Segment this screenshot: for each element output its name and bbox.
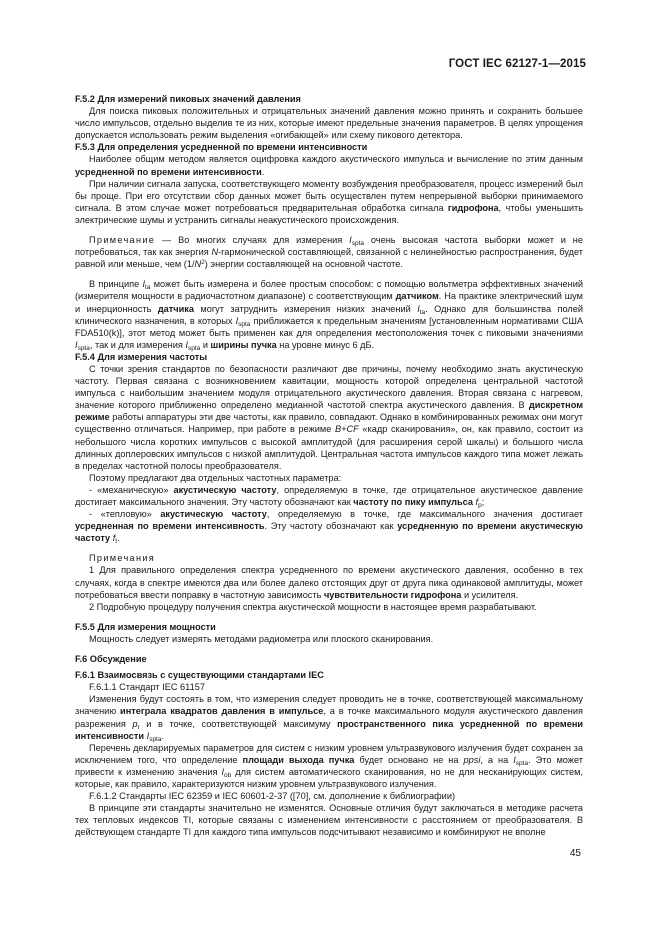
- text-run: очень высокая частота выборки может и не потребоваться, так как энергия: [75, 235, 583, 258]
- text-run: и в точке, соответствующей максимуму: [139, 718, 338, 729]
- paragraph: [75, 363, 583, 472]
- text-run: -гармонической составляющей, связанной с нелинейностью распространения, будет равной или меньше, чем (1/: [75, 247, 583, 270]
- subheading: [75, 681, 583, 693]
- text-run: t: [115, 538, 118, 546]
- text-run: Для поиска пиковых положительных и отрицательных значений давления можно принять и сохранить большее число импульсов, отдельно выделив те из них, которые имеют предельные значения параметров. В целях упрощения допускается использовать режим выделения «огибающей» или схему пикового детектора.: [75, 106, 583, 141]
- note-item: [75, 601, 583, 613]
- text-run: ширины пучка: [210, 339, 277, 350]
- text-run: усредненная по времени интенсивность: [75, 521, 265, 532]
- text-run: приближается к предельным значениям [установленным нормативами США FDA510(k)], этот метод может быть применен как для определения местоположения точек с пиковыми значениями: [75, 315, 583, 338]
- text-run: ta: [419, 308, 426, 316]
- text-run: акустическую частоту: [173, 484, 277, 495]
- text-run: ob: [224, 771, 232, 779]
- text-run: «кадр сканирования», он, как правило, состоит из небольшого числа коротких импульсов с высокой амплитудой (для расширения серой шкалы) и большого числа длинных доплеровских импульсов с низкой амплитудой. Центральная частота импульсов каждого типа может лежать в пределах частотной полосы преобразователя.: [75, 424, 583, 471]
- notes-heading: [75, 552, 583, 564]
- text-run: - «тепловую»: [89, 509, 161, 520]
- text-run: F.6.1 Взаимосвязь с существующими стандартами IEC: [75, 670, 324, 681]
- text-run: spta: [149, 735, 162, 743]
- text-run: гидрофона: [447, 202, 499, 213]
- paragraph: [75, 105, 583, 141]
- list-item: [75, 484, 583, 508]
- text-run: датчика: [157, 303, 194, 314]
- text-run: ppsi: [463, 754, 481, 765]
- text-run: усредненной по времени интенсивности: [75, 166, 262, 177]
- text-run: Поэтому предлагают два отдельных частотных параметра:: [89, 472, 342, 483]
- text-run: С точки зрения стандартов по безопасности различают две причины, почему необходимо знать акустическую частоту. Первая связана с возникновением кавитации, мощность которой определена центральной частотой импульса с наибольшим значением модуля отрицательного акустического давления. Вторая связана с нагревом, значение которого приближенно определено медианной частотой спектра акустического давления. В: [75, 363, 583, 411]
- paragraph: [75, 802, 583, 838]
- text-run: Примечания: [89, 553, 156, 564]
- text-run: и: [200, 339, 211, 350]
- text-run: r: [137, 723, 140, 731]
- text-run: . Эту частоту обозначают как: [264, 521, 398, 532]
- paragraph: [75, 178, 583, 226]
- text-run: 1 Для правильного определения спектра усредненного по времени акустического давления, особенно в тех случаях, когда в спектре имеются два или более далеко отстоящих друг от друга пика одинаковой амплитуды, может потребоваться ввести поправку в частотную зависимость: [75, 565, 583, 600]
- text-run: - «механическую»: [89, 484, 174, 495]
- text-run: spta: [515, 759, 529, 767]
- text-run: пространственного пика усредненной по времени интенсивности: [75, 718, 584, 741]
- text-run: дискретном режиме: [75, 400, 583, 423]
- text-run: N: [194, 259, 202, 270]
- text-run: spta: [187, 344, 201, 352]
- text-run: . На практике электрический шум и инерционность: [75, 291, 583, 314]
- text-run: , чтобы уменьшить электрические шумы и устранить сигналы неакустического происхождения.: [75, 202, 583, 225]
- text-run: I: [513, 754, 516, 765]
- text-run: интеграла квадратов давления в импульсе: [120, 706, 324, 717]
- text-run: , а на: [480, 754, 514, 765]
- text-run: 2: [201, 259, 205, 267]
- text-run: I: [417, 303, 420, 314]
- text-run: I: [75, 339, 78, 350]
- text-run: Изменения будут состоять в том, что измерения следует проводить не в точке, соответствующей максимальному значению: [75, 694, 583, 717]
- text-run: F.5.4 Для измерения частоты: [75, 351, 208, 362]
- text-run: F.5.2 Для измерений пиковых значений давления: [75, 94, 301, 104]
- document-header: ГОСТ IEC 62127-1—2015: [448, 58, 586, 70]
- text-run: spta: [351, 240, 365, 248]
- text-run: может быть измерена и более простым способом: с помощью вольтметра эффективных значений (измерителя мощности в радиочастотном диапазоне) с соответствующим: [75, 279, 583, 302]
- text-run: F.5.3 Для определения усредненной по времени интенсивности: [75, 142, 368, 153]
- paragraph: [75, 278, 583, 351]
- text-run: p: [132, 718, 138, 729]
- text-run: датчиком: [395, 291, 439, 302]
- note: [75, 234, 583, 270]
- text-run: ;: [481, 497, 485, 507]
- text-run: , определяемую в точке, где максимального значения достигает: [266, 509, 583, 520]
- text-run: и усилителя.: [461, 589, 519, 600]
- subheading: [75, 790, 583, 802]
- text-run: F.6.1.1 Стандарт IEC 61157: [89, 682, 205, 693]
- text-run: работы аппаратуры эти две частоты, как правило, совпадают. Однако в комбинированных режимах они могут существенно отличаться. Например, при работе в режиме: [75, 412, 584, 435]
- note-item: [75, 564, 583, 600]
- page-number: 45: [569, 848, 581, 859]
- text-run: для систем автоматического сканирования, но не для несканирующих систем, которые, как правило, характеризуются низким уровнем ультразвукового излучения.: [75, 766, 583, 789]
- text-run: f: [475, 497, 479, 507]
- text-run: F.6.1.2 Стандарты IEC 62359 и IEC 60601-2-37 ([70], см. дополнение к библиографии): [89, 791, 456, 802]
- text-run: F.5.5 Для измерения мощности: [75, 621, 216, 632]
- text-run: Мощность следует измерять методами радиометра или плоского сканирования.: [89, 633, 434, 644]
- text-run: N: [211, 247, 219, 258]
- list-item: [75, 508, 583, 544]
- paragraph: [75, 633, 583, 645]
- heading-f55: [75, 621, 583, 633]
- paragraph: [75, 693, 583, 741]
- text-run: В принципе эти стандарты значительно не изменятся. Основные отличия будут заключаться в методике расчета тех тепловых индексов TI, которые связаны с изменением интенсивности с расстоянием от преобразователя. В действующем стандарте TI для каждого типа импульсов подсчитывают независимо и комбинируют не вполне: [75, 803, 583, 838]
- paragraph: [75, 153, 583, 177]
- text-run: будет основано не на: [354, 754, 464, 765]
- text-run: spta: [238, 320, 251, 328]
- text-run: I: [142, 279, 146, 290]
- text-run: акустическую частоту: [160, 509, 267, 520]
- text-run: spta: [77, 344, 90, 352]
- text-run: B+CF: [335, 424, 359, 435]
- text-run: , так и для измерения: [89, 339, 186, 350]
- text-run: . Это может привести к изменению значения: [75, 754, 583, 777]
- text-run: площади выхода пучка: [242, 754, 355, 765]
- text-run: Примечание: [89, 235, 156, 246]
- text-run: .: [117, 533, 120, 544]
- text-run: 2 Подробную процедуру получения спектра акустической мощности в настоящее время разрабатывают.: [89, 601, 537, 612]
- text-run: F.6 Обсуждение: [75, 654, 147, 665]
- text-run: .: [261, 166, 265, 177]
- text-run: I: [146, 730, 150, 741]
- text-run: При наличии сигнала запуска, соответствующего моменту возбуждения преобразователя, процесс измерений был бы проще. При его отсутствии сбор данных может быть осуществлен путем непрерывной выборки принимаемого сигнала. В этом случае может потребоваться предварительная обработка сигнала: [75, 178, 583, 213]
- text-run: I: [185, 339, 188, 350]
- text-run: усредненную по времени акустическую частоту: [75, 521, 583, 544]
- heading-f52: [75, 93, 583, 105]
- text-run: I: [235, 315, 239, 326]
- heading-f54: [75, 351, 583, 363]
- text-run: на уровне минус 6 дБ.: [276, 339, 375, 350]
- text-run: частоту по пику импульса: [353, 497, 473, 507]
- text-run: p: [478, 502, 482, 509]
- text-run: могут затруднить измерения низких значений: [193, 303, 418, 314]
- paragraph: [75, 742, 583, 790]
- text-run: . Однако для большинства полей клинического назначения, в которых: [75, 303, 584, 326]
- text-run: Наиболее общим методом является оцифровка каждого акустического импульса и вычисление по этим данным: [89, 154, 583, 165]
- heading-f6: [75, 653, 583, 665]
- heading-f61: [75, 669, 583, 681]
- text-run: I: [349, 235, 352, 246]
- text-run: , а в точке максимального модуля акустического давления разрежения: [75, 706, 583, 729]
- paragraph: [75, 472, 583, 484]
- text-run: , определяемую в точке, где отрицательное акустическое давление достигает максимального значения. Эту частоту обозначают как: [75, 484, 584, 507]
- document-body: [75, 93, 583, 838]
- text-run: — Во многих случаях для измерения: [155, 235, 350, 246]
- text-run: I: [221, 766, 224, 777]
- text-run: f: [112, 533, 116, 544]
- text-run: В принципе: [89, 279, 143, 290]
- text-run: ) энергии составляющей на основной частоте.: [204, 259, 403, 270]
- text-run: .: [161, 730, 165, 741]
- text-run: ta: [145, 284, 151, 292]
- text-run: чувствительности гидрофона: [323, 589, 462, 600]
- text-run: Перечень декларируемых параметров для систем с низким уровнем ультразвукового излучения будет сохранен за исключением того, что определение: [75, 742, 583, 765]
- heading-f53: [75, 141, 583, 153]
